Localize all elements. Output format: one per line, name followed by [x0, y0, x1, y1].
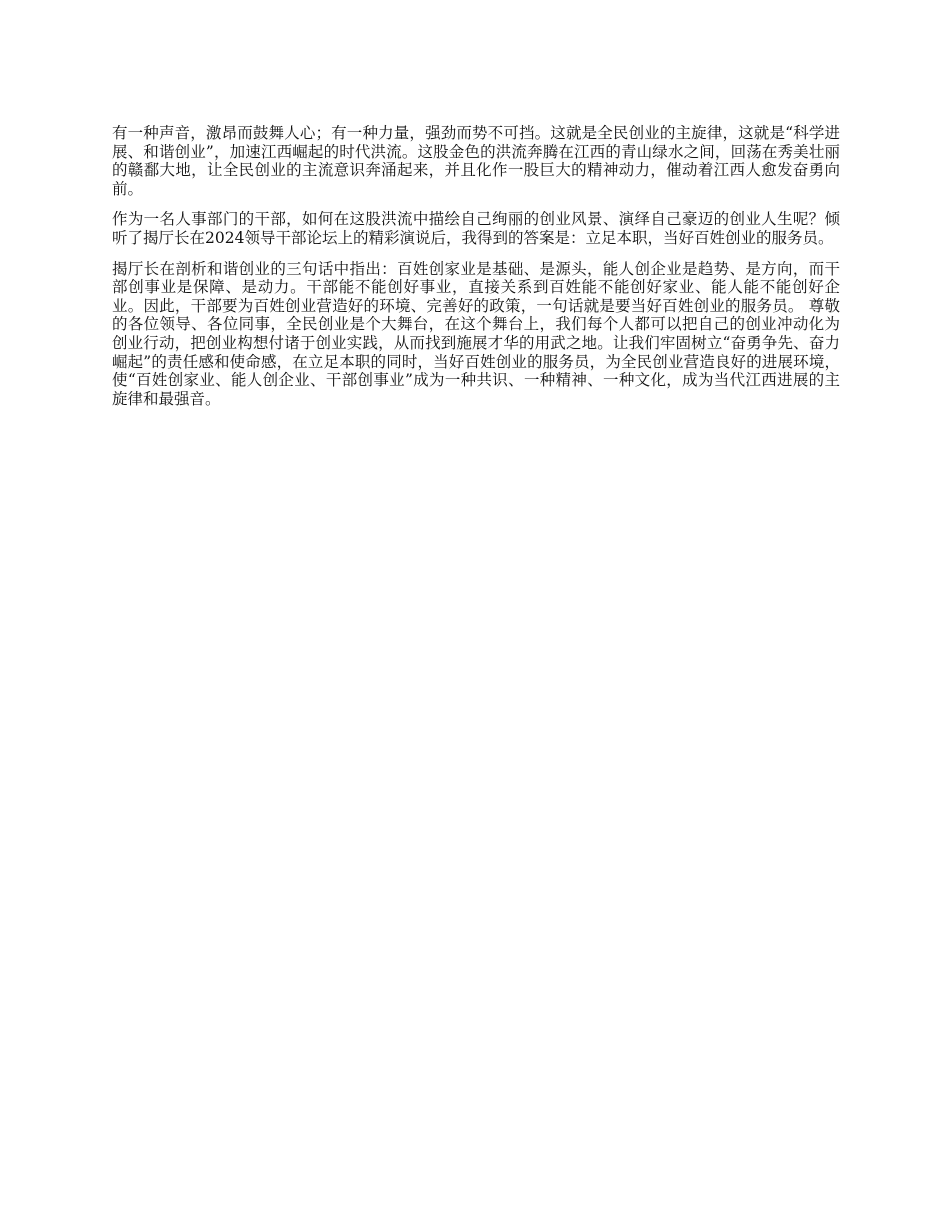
paragraph-1: 有一种声音，激昂而鼓舞人心；有一种力量，强劲而势不可挡。这就是全民创业的主旋律，这就是“科学进展、和谐创业”，加速江西崛起的时代洪流。这股金色的洪流奔腾在江西的青山绿水之间，回荡在秀美壮丽的赣鄱大地，让全民创业的主流意识奔涌起来，并且化作一股巨大的精神动力，催动着江西人愈发奋勇向前。	[112, 124, 840, 198]
paragraph-2: 作为一名人事部门的干部，如何在这股洪流中描绘自己绚丽的创业风景、演绎自己豪迈的创业人生呢？倾听了揭厅长在2024领导干部论坛上的精彩演说后，我得到的答案是：立足本职，当好百姓创业的服务员。	[112, 210, 840, 247]
paragraph-3: 揭厅长在剖析和谐创业的三句话中指出：百姓创家业是基础、是源头，能人创企业是趋势、是方向，而干部创事业是保障、是动力。干部能不能创好事业，直接关系到百姓能不能创好家业、能人能不能创好企业。因此，干部要为百姓创业营造好的环境、完善好的政策，一句话就是要当好百姓创业的服务员。 尊敬的各位领导、各位同事，全民创业是个大舞台，在这个舞台上，我们每个人都可以把自己的创业冲动化为创业行动，把创业构想付诸于创业实践，从而找到施展才华的用武之地。让我们牢固树立“奋勇争先、奋力崛起”的责任感和使命感，在立足本职的同时，当好百姓创业的服务员，为全民创业营造良好的进展环境，使“百姓创家业、能人创企业、干部创事业”成为一种共识、一种精神、一种文化，成为当代江西进展的主旋律和最强音。	[112, 259, 840, 408]
document-body	[112, 124, 840, 420]
